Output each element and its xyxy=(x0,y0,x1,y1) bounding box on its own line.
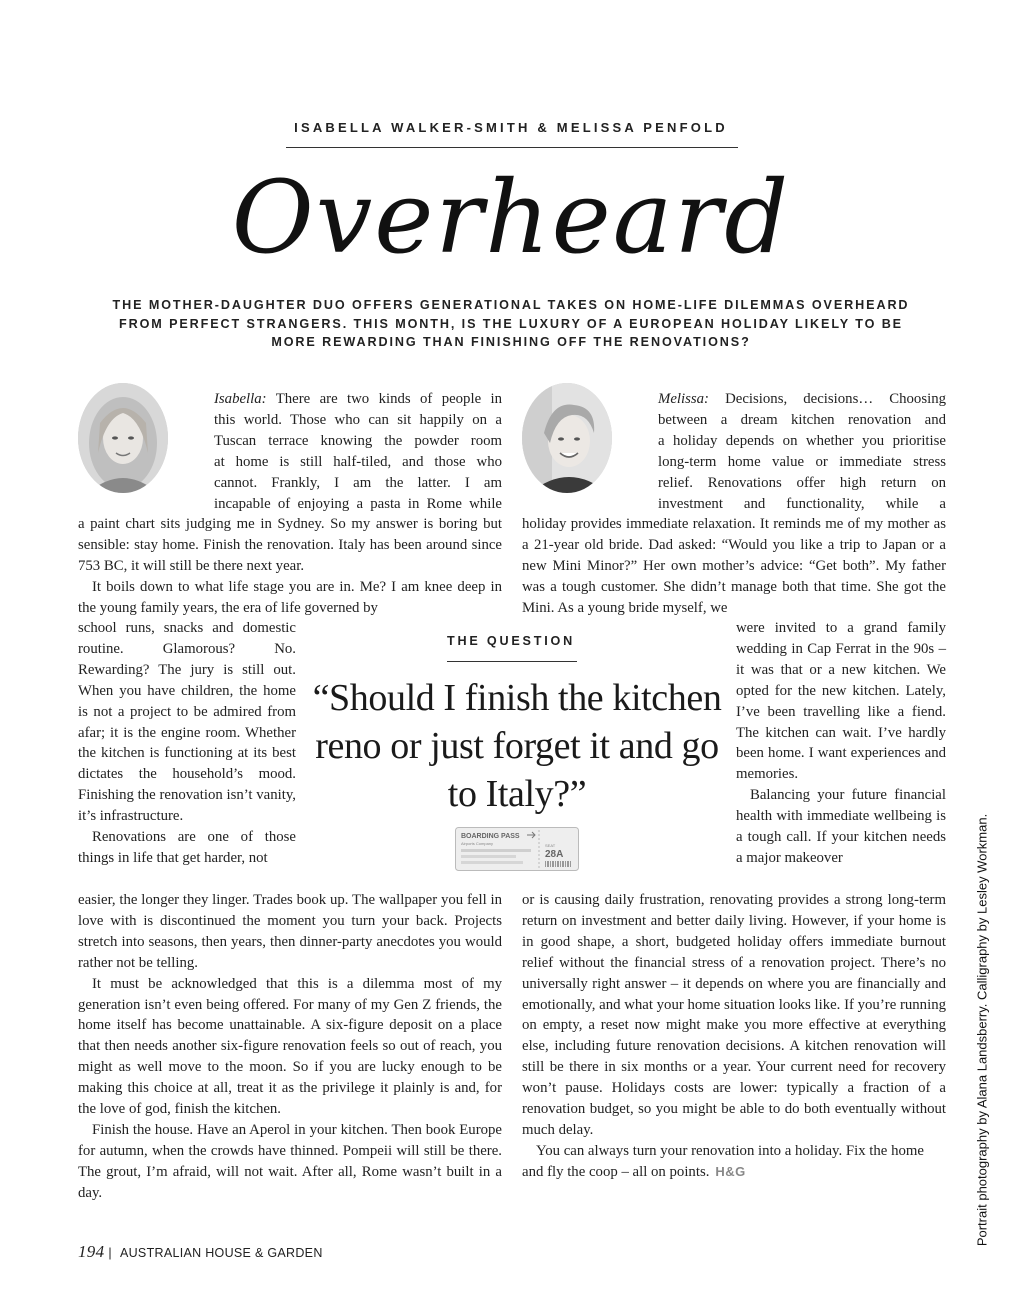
melissa-body-1 xyxy=(522,514,946,619)
melissa-body-2 xyxy=(522,890,946,1183)
melissa-line-6: investment and functionality, while a xyxy=(658,495,946,512)
boarding-pass-seat-label: SEAT xyxy=(545,843,556,848)
question-quote: “Should I finish the kitchen reno or just forget it and go to Italy?” xyxy=(312,677,722,815)
isabella-para-2a: It boils down to what life stage you are in. Me? I am knee deep in the young family years, the era of life governed by xyxy=(78,578,502,616)
melissa-name: Melissa: xyxy=(658,391,709,407)
hg-signoff-logo: H&G xyxy=(715,1163,746,1179)
header-divider xyxy=(286,147,738,148)
isabella-line-6: incapable of enjoying a pasta in Rome while xyxy=(214,495,502,512)
isabella-portrait xyxy=(78,383,168,493)
isabella-para-4: It must be acknowledged that this is a dilemma most of my generation isn’t even being offered. For many of my Gen Z friends, the home itself has become unattainable. A six-figure deposit on a place that then needs another six-figure renovation feels so out of reach, you might as well move to the moon. So if you are lucky enough to be making this choice at all, treat it as the privilege it plainly is and, for the love of god, finish the kitchen. xyxy=(78,975,502,1118)
magazine-name: AUSTRALIAN HOUSE & GARDEN xyxy=(119,1246,323,1260)
question-divider xyxy=(447,661,577,662)
isabella-para-3b: easier, the longer they linger. Trades book up. The wallpaper you fell in love with is discontinued the moment you turn your back. Projects stretch into seasons, then years, then dinner-party anecdotes you would rather not be telling. xyxy=(78,892,502,971)
isabella-body-2 xyxy=(78,890,502,1204)
isabella-body-1 xyxy=(78,514,502,619)
isabella-line-1: There are two kinds of people in xyxy=(275,391,503,407)
footer-separator: | xyxy=(108,1246,112,1260)
boarding-pass-seat: 28A xyxy=(545,849,564,860)
isabella-portrait-image xyxy=(78,383,168,493)
isabella-para-2b: school runs, snacks and domestic routine. Glamorous? No. Rewarding? The jury is still out. When you have children, the home is not a project to be admired from afar; it is the engine room. Whether the kitchen is functioning at its best dictates the household’s mood. Finishing the renovation isn’t vanity, it’s infrastructure. xyxy=(78,620,296,825)
melissa-intro-lines xyxy=(658,389,946,514)
isabella-para-1-rest: a paint chart sits judging me in Sydney. So my answer is boring but sensible: stay home. Finish the renovation. Italy has been around since 753 BC, it will still be there next year. xyxy=(78,516,502,574)
isabella-line-3: Tuscan terrace knowing the powder room xyxy=(214,432,502,449)
isabella-name: Isabella: xyxy=(214,391,267,407)
melissa-line-4: long-term home value or immediate stress xyxy=(658,453,946,470)
boarding-pass-airline: Airports Company xyxy=(461,841,494,846)
page-number: 194 xyxy=(78,1242,105,1261)
page-title: Overheard xyxy=(231,159,791,276)
standfirst: THE MOTHER-DAUGHTER DUO OFFERS GENERATIONAL TAKES ON HOME-LIFE DILEMMAS OVERHEARD FROM PERFECT STRANGERS. THIS MONTH, IS THE LUXURY OF A EUROPEAN HOLIDAY LIKELY TO BE MORE REWARDING THAN FINISHING OFF THE RENOVATIONS? xyxy=(112,298,910,349)
melissa-para-3-text: You can always turn your renovation into a holiday. Fix the home and fly the coop – all on points. xyxy=(522,1142,924,1180)
barcode-icon xyxy=(545,861,571,867)
melissa-portrait xyxy=(522,383,612,493)
isabella-line-2: this world. Those who can sit happily on a xyxy=(214,411,502,428)
photo-credit xyxy=(962,813,1002,1247)
boarding-pass-illustration xyxy=(455,827,579,871)
isabella-line-4: at home is still half-tiled, and those who xyxy=(214,453,502,470)
isabella-para-3a: Renovations are one of those things in life that get harder, not xyxy=(78,829,296,866)
isabella-para-5: Finish the house. Have an Aperol in your kitchen. Then book Europe for autumn, when the crowds have thinned. Pompeii will still be there. The grout, I’m afraid, will not wait. After all, Rome wasn’t built in a day. xyxy=(78,1121,502,1201)
melissa-para-1-rest: holiday provides immediate relaxation. It reminds me of my mother as a 21-year old bride. Dad asked: “Would you like a trip to Japan or a new Mini Minor?” Her own mother’s advice: “Get both”. My father was a tough customer. She didn’t manage both that time. She got the Mini. As a young bride myself, we xyxy=(522,516,946,616)
isabella-body-narrow xyxy=(78,618,296,869)
byline-authors: ISABELLA WALKER-SMITH & MELISSA PENFOLD xyxy=(294,120,728,135)
melissa-para-1b: were invited to a grand family wedding in Cap Ferrat in the 90s – it was that or a new kitchen. We opted for the new kitchen. Lately, I’ve been travelling like a fiend. The kitchen can wait. I’ve hardly been home. I want experiences and memories. xyxy=(736,620,946,783)
isabella-intro-lines xyxy=(214,389,502,514)
boarding-pass-image xyxy=(455,827,579,871)
isabella-line-5: cannot. Frankly, I am the latter. I am xyxy=(214,474,502,491)
melissa-para-3 xyxy=(522,1141,946,1183)
melissa-line-2: between a dream kitchen renovation and xyxy=(658,411,946,428)
boarding-pass-title: BOARDING PASS xyxy=(461,833,520,840)
melissa-para-2b: or is causing daily frustration, renovating provides a strong long-term return on investment and better daily living. However, if your home is in good shape, a short, budgeted holiday offers immediate burnout relief without the financial stress of a renovation project. There’s no universally right answer – it depends on where you are financially and emotionally, and what your home situation looks like. If you’re running on empty, a reset now might make you more effective at everything else, including future renovation decisions. A kitchen renovation will still be there in six months or a year. Your current need for recovery won’t pause. Holidays costs are lower: typically a fraction of a renovation budget, so you might be able to do both eventually without much delay. xyxy=(522,892,946,1138)
photo-credit-text: Portrait photography by Alana Landsberry. Calligraphy by Lesley Workman. xyxy=(974,813,990,1247)
question-label: THE QUESTION xyxy=(446,634,576,648)
melissa-portrait-image xyxy=(522,383,612,493)
melissa-line-5: relief. Renovations offer high return on xyxy=(658,474,946,491)
melissa-line-1: Decisions, decisions… Choosing xyxy=(725,391,946,407)
melissa-para-2a: Balancing your future financial health with immediate wellbeing is a tough call. If your kitchen needs a major makeover xyxy=(736,787,946,866)
page-footer xyxy=(78,1242,323,1262)
melissa-line-3: a holiday depends on whether you prioritise xyxy=(658,432,946,449)
melissa-body-narrow xyxy=(736,618,946,869)
